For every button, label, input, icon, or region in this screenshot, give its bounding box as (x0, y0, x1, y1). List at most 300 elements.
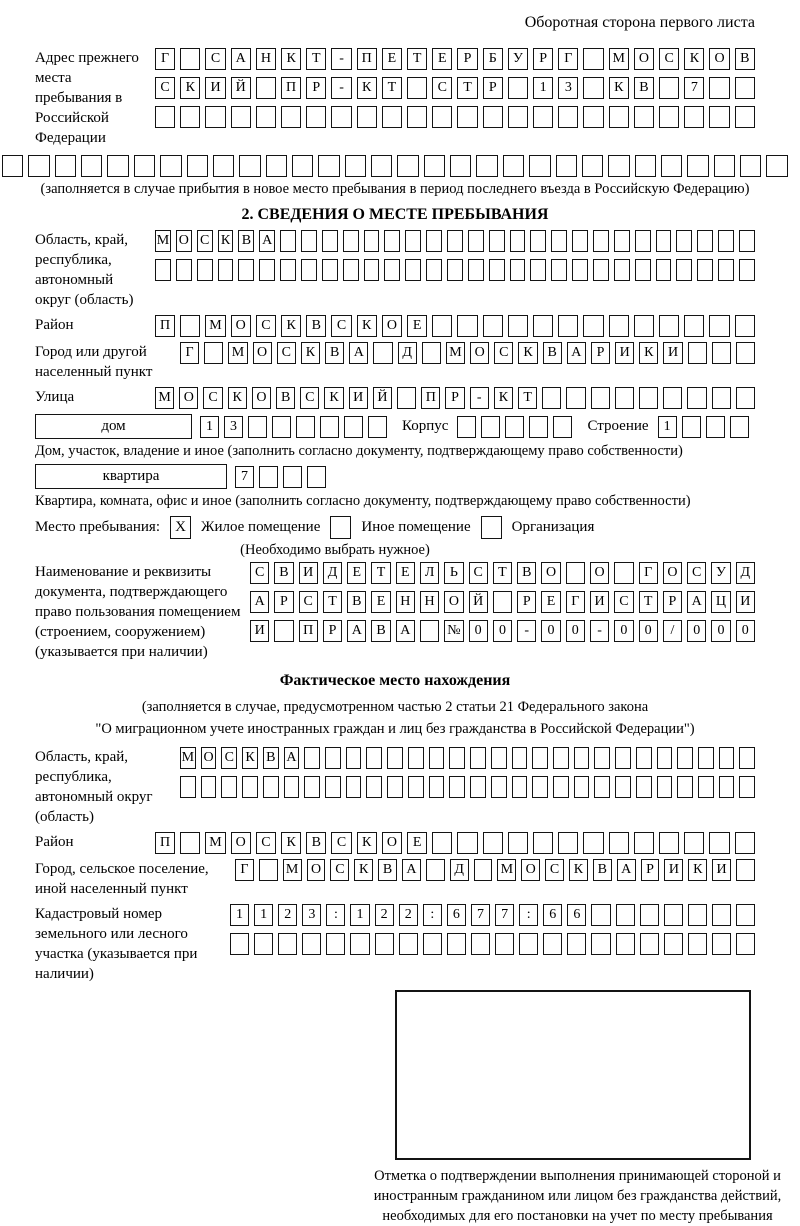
char-box[interactable]: Й (469, 591, 488, 613)
char-box[interactable] (634, 315, 654, 337)
char-box[interactable] (591, 933, 610, 955)
char-box[interactable] (384, 259, 400, 281)
char-box[interactable] (656, 230, 672, 252)
char-box[interactable]: И (712, 859, 731, 881)
char-box[interactable]: А (567, 342, 586, 364)
char-box[interactable] (593, 230, 609, 252)
char-box[interactable] (408, 747, 424, 769)
char-box[interactable]: - (517, 620, 536, 642)
char-box[interactable] (180, 315, 200, 337)
char-box[interactable] (457, 315, 477, 337)
char-box[interactable] (532, 747, 548, 769)
char-box[interactable]: И (615, 342, 634, 364)
char-box[interactable]: Е (407, 315, 427, 337)
char-box[interactable]: К (218, 230, 234, 252)
char-box[interactable] (512, 776, 528, 798)
char-box[interactable] (447, 933, 466, 955)
char-box[interactable] (423, 933, 442, 955)
char-box[interactable]: П (421, 387, 440, 409)
char-box[interactable]: К (494, 387, 513, 409)
char-box[interactable]: С (331, 832, 351, 854)
char-box[interactable] (307, 466, 326, 488)
char-box[interactable] (730, 416, 749, 438)
char-box[interactable]: В (274, 562, 293, 584)
char-box[interactable]: Н (396, 591, 415, 613)
char-box[interactable] (368, 416, 387, 438)
char-box[interactable] (551, 259, 567, 281)
char-box[interactable] (239, 155, 260, 177)
char-box[interactable]: Р (663, 591, 682, 613)
char-box[interactable]: К (281, 315, 301, 337)
char-box[interactable] (719, 747, 735, 769)
char-box[interactable] (278, 933, 297, 955)
char-box[interactable]: А (402, 859, 421, 881)
char-box[interactable]: Р (306, 77, 326, 99)
char-box[interactable] (508, 832, 528, 854)
char-box[interactable] (688, 933, 707, 955)
char-box[interactable] (616, 904, 635, 926)
char-box[interactable] (615, 776, 631, 798)
char-box[interactable]: К (357, 315, 377, 337)
char-box[interactable]: Е (541, 591, 560, 613)
char-box[interactable] (180, 776, 196, 798)
char-box[interactable] (432, 106, 452, 128)
char-box[interactable] (449, 747, 465, 769)
char-box[interactable] (718, 230, 734, 252)
char-box[interactable]: Е (407, 832, 427, 854)
char-box[interactable] (558, 106, 578, 128)
char-box[interactable]: С (299, 591, 318, 613)
char-box[interactable] (449, 776, 465, 798)
char-box[interactable]: Н (420, 591, 439, 613)
char-box[interactable]: 0 (614, 620, 633, 642)
char-box[interactable]: М (205, 315, 225, 337)
char-box[interactable]: О (382, 315, 402, 337)
char-box[interactable] (574, 776, 590, 798)
char-box[interactable]: Р (641, 859, 660, 881)
char-box[interactable]: М (155, 387, 174, 409)
char-box[interactable]: А (231, 48, 251, 70)
char-box[interactable]: К (242, 747, 258, 769)
char-box[interactable] (256, 77, 276, 99)
char-box[interactable] (304, 747, 320, 769)
char-box[interactable] (709, 832, 729, 854)
char-box[interactable]: Г (558, 48, 578, 70)
char-box[interactable]: / (663, 620, 682, 642)
char-box[interactable] (542, 387, 561, 409)
char-box[interactable]: Р (591, 342, 610, 364)
char-box[interactable] (688, 342, 707, 364)
char-box[interactable] (687, 155, 708, 177)
char-box[interactable]: 1 (200, 416, 219, 438)
char-box[interactable]: И (736, 591, 755, 613)
char-box[interactable] (259, 259, 275, 281)
char-box[interactable] (635, 230, 651, 252)
char-box[interactable] (614, 562, 633, 584)
char-box[interactable]: 0 (711, 620, 730, 642)
char-box[interactable]: Ц (711, 591, 730, 613)
char-box[interactable]: И (664, 859, 683, 881)
char-box[interactable] (384, 230, 400, 252)
char-box[interactable] (476, 155, 497, 177)
char-box[interactable] (736, 933, 755, 955)
char-box[interactable] (407, 106, 427, 128)
char-box[interactable] (272, 416, 291, 438)
char-box[interactable]: И (590, 591, 609, 613)
char-box[interactable]: Е (382, 48, 402, 70)
char-box[interactable] (489, 230, 505, 252)
char-box[interactable]: В (347, 591, 366, 613)
char-box[interactable]: О (231, 832, 251, 854)
char-box[interactable] (510, 230, 526, 252)
char-box[interactable]: С (659, 48, 679, 70)
char-box[interactable] (426, 859, 445, 881)
char-box[interactable]: Р (483, 77, 503, 99)
char-box[interactable] (558, 832, 578, 854)
char-box[interactable]: К (684, 48, 704, 70)
char-box[interactable] (718, 259, 734, 281)
char-box[interactable] (543, 933, 562, 955)
char-box[interactable]: И (663, 342, 682, 364)
char-box[interactable] (657, 776, 673, 798)
char-box[interactable]: К (357, 77, 377, 99)
char-box[interactable]: А (617, 859, 636, 881)
char-box[interactable] (326, 933, 345, 955)
char-box[interactable] (636, 747, 652, 769)
char-box[interactable] (659, 315, 679, 337)
char-box[interactable]: М (205, 832, 225, 854)
char-box[interactable] (274, 620, 293, 642)
char-box[interactable]: Т (371, 562, 390, 584)
char-box[interactable] (640, 933, 659, 955)
char-box[interactable]: С (155, 77, 175, 99)
char-box[interactable]: С (494, 342, 513, 364)
char-box[interactable]: 1 (350, 904, 369, 926)
char-box[interactable] (447, 230, 463, 252)
char-box[interactable]: Е (396, 562, 415, 584)
char-box[interactable] (634, 832, 654, 854)
char-box[interactable]: И (250, 620, 269, 642)
char-box[interactable] (614, 230, 630, 252)
char-box[interactable] (583, 832, 603, 854)
char-box[interactable]: Т (457, 77, 477, 99)
char-box[interactable] (508, 77, 528, 99)
char-box[interactable] (661, 155, 682, 177)
char-box[interactable]: Б (483, 48, 503, 70)
char-box[interactable]: - (331, 77, 351, 99)
char-box[interactable]: К (569, 859, 588, 881)
char-box[interactable]: Й (373, 387, 392, 409)
char-box[interactable] (583, 48, 603, 70)
char-box[interactable] (583, 315, 603, 337)
char-box[interactable] (302, 933, 321, 955)
char-box[interactable] (553, 776, 569, 798)
char-box[interactable] (397, 155, 418, 177)
char-box[interactable] (320, 416, 339, 438)
char-box[interactable]: С (256, 315, 276, 337)
char-box[interactable]: К (688, 859, 707, 881)
char-box[interactable] (350, 933, 369, 955)
char-box[interactable]: Н (256, 48, 276, 70)
char-box[interactable] (301, 259, 317, 281)
char-box[interactable]: К (609, 77, 629, 99)
char-box[interactable] (254, 933, 273, 955)
char-box[interactable] (636, 776, 652, 798)
char-box[interactable] (292, 155, 313, 177)
char-box[interactable]: О (307, 859, 326, 881)
char-box[interactable]: К (281, 48, 301, 70)
char-box[interactable]: А (250, 591, 269, 613)
char-box[interactable] (304, 776, 320, 798)
char-box[interactable]: М (497, 859, 516, 881)
char-box[interactable] (364, 259, 380, 281)
char-box[interactable]: О (252, 387, 271, 409)
char-box[interactable]: Р (323, 620, 342, 642)
char-box[interactable]: 0 (736, 620, 755, 642)
char-box[interactable] (204, 342, 223, 364)
char-box[interactable]: И (349, 387, 368, 409)
char-box[interactable]: Е (371, 591, 390, 613)
char-box[interactable] (180, 832, 200, 854)
char-box[interactable] (346, 747, 362, 769)
char-box[interactable] (450, 155, 471, 177)
organization-checkbox[interactable] (481, 516, 502, 539)
char-box[interactable]: О (470, 342, 489, 364)
char-box[interactable] (155, 106, 175, 128)
char-box[interactable] (187, 155, 208, 177)
char-box[interactable]: С (469, 562, 488, 584)
char-box[interactable]: В (735, 48, 755, 70)
char-box[interactable] (387, 747, 403, 769)
char-box[interactable]: Е (432, 48, 452, 70)
char-box[interactable] (205, 106, 225, 128)
char-box[interactable] (719, 776, 735, 798)
char-box[interactable] (709, 106, 729, 128)
char-box[interactable] (739, 776, 755, 798)
char-box[interactable]: С (256, 832, 276, 854)
char-box[interactable] (491, 747, 507, 769)
char-box[interactable] (616, 933, 635, 955)
char-box[interactable]: Р (274, 591, 293, 613)
char-box[interactable] (266, 155, 287, 177)
char-box[interactable] (512, 747, 528, 769)
char-box[interactable]: К (281, 832, 301, 854)
char-box[interactable]: К (180, 77, 200, 99)
other-premises-checkbox[interactable] (330, 516, 351, 539)
char-box[interactable]: Т (306, 48, 326, 70)
char-box[interactable] (283, 466, 302, 488)
char-box[interactable] (566, 387, 585, 409)
char-box[interactable]: П (357, 48, 377, 70)
char-box[interactable] (640, 904, 659, 926)
char-box[interactable] (318, 155, 339, 177)
char-box[interactable]: В (593, 859, 612, 881)
char-box[interactable] (682, 416, 701, 438)
char-box[interactable] (470, 776, 486, 798)
char-box[interactable]: 0 (469, 620, 488, 642)
char-box[interactable] (345, 155, 366, 177)
char-box[interactable]: Е (347, 562, 366, 584)
char-box[interactable] (483, 832, 503, 854)
char-box[interactable] (615, 387, 634, 409)
char-box[interactable]: С (197, 230, 213, 252)
char-box[interactable] (505, 416, 524, 438)
char-box[interactable] (346, 776, 362, 798)
char-box[interactable] (684, 315, 704, 337)
char-box[interactable] (712, 904, 731, 926)
char-box[interactable]: : (326, 904, 345, 926)
char-box[interactable]: 1 (230, 904, 249, 926)
char-box[interactable] (736, 387, 755, 409)
char-box[interactable] (134, 155, 155, 177)
char-box[interactable]: О (709, 48, 729, 70)
char-box[interactable]: Т (407, 48, 427, 70)
char-box[interactable] (739, 230, 755, 252)
char-box[interactable]: С (330, 859, 349, 881)
char-box[interactable]: 3 (558, 77, 578, 99)
char-box[interactable]: - (590, 620, 609, 642)
char-box[interactable] (408, 776, 424, 798)
char-box[interactable]: К (228, 387, 247, 409)
char-box[interactable] (474, 859, 493, 881)
char-box[interactable]: Т (323, 591, 342, 613)
char-box[interactable] (256, 106, 276, 128)
char-box[interactable] (218, 259, 234, 281)
char-box[interactable]: Й (231, 77, 251, 99)
char-box[interactable] (364, 230, 380, 252)
char-box[interactable]: О (179, 387, 198, 409)
char-box[interactable] (491, 776, 507, 798)
char-box[interactable] (677, 747, 693, 769)
char-box[interactable] (553, 747, 569, 769)
char-box[interactable] (530, 259, 546, 281)
char-box[interactable] (230, 933, 249, 955)
char-box[interactable] (284, 776, 300, 798)
char-box[interactable]: Г (235, 859, 254, 881)
char-box[interactable]: П (155, 315, 175, 337)
char-box[interactable] (688, 904, 707, 926)
char-box[interactable]: Д (323, 562, 342, 584)
char-box[interactable]: В (517, 562, 536, 584)
char-box[interactable] (301, 230, 317, 252)
char-box[interactable] (530, 230, 546, 252)
char-box[interactable]: А (347, 620, 366, 642)
char-box[interactable] (107, 155, 128, 177)
char-box[interactable] (594, 747, 610, 769)
char-box[interactable]: В (263, 747, 279, 769)
char-box[interactable] (735, 77, 755, 99)
char-box[interactable] (739, 747, 755, 769)
char-box[interactable] (248, 416, 267, 438)
char-box[interactable]: В (306, 832, 326, 854)
char-box[interactable] (405, 230, 421, 252)
char-box[interactable]: 7 (471, 904, 490, 926)
char-box[interactable] (687, 387, 706, 409)
char-box[interactable] (567, 933, 586, 955)
char-box[interactable] (556, 155, 577, 177)
char-box[interactable] (322, 259, 338, 281)
char-box[interactable]: С (250, 562, 269, 584)
char-box[interactable]: С (221, 747, 237, 769)
char-box[interactable] (28, 155, 49, 177)
char-box[interactable]: К (518, 342, 537, 364)
char-box[interactable]: 2 (278, 904, 297, 926)
char-box[interactable] (664, 933, 683, 955)
char-box[interactable]: М (155, 230, 171, 252)
char-box[interactable]: - (470, 387, 489, 409)
char-box[interactable]: В (634, 77, 654, 99)
char-box[interactable] (615, 747, 631, 769)
char-box[interactable] (519, 933, 538, 955)
char-box[interactable]: П (299, 620, 318, 642)
char-box[interactable] (221, 776, 237, 798)
char-box[interactable]: О (176, 230, 192, 252)
char-box[interactable]: К (354, 859, 373, 881)
char-box[interactable]: С (687, 562, 706, 584)
char-box[interactable] (405, 259, 421, 281)
char-box[interactable]: О (444, 591, 463, 613)
char-box[interactable]: О (663, 562, 682, 584)
char-box[interactable] (197, 259, 213, 281)
char-box[interactable]: В (325, 342, 344, 364)
char-box[interactable] (676, 230, 692, 252)
char-box[interactable]: Г (180, 342, 199, 364)
char-box[interactable]: 7 (495, 904, 514, 926)
char-box[interactable] (296, 416, 315, 438)
char-box[interactable]: А (349, 342, 368, 364)
char-box[interactable] (697, 259, 713, 281)
char-box[interactable]: В (276, 387, 295, 409)
char-box[interactable]: В (371, 620, 390, 642)
char-box[interactable] (591, 387, 610, 409)
char-box[interactable] (529, 155, 550, 177)
residential-checkbox[interactable]: X (170, 516, 191, 539)
char-box[interactable]: Д (398, 342, 417, 364)
char-box[interactable] (55, 155, 76, 177)
char-box[interactable]: Ь (444, 562, 463, 584)
char-box[interactable] (503, 155, 524, 177)
char-box[interactable]: 6 (447, 904, 466, 926)
char-box[interactable] (609, 315, 629, 337)
char-box[interactable] (2, 155, 23, 177)
char-box[interactable] (740, 155, 761, 177)
char-box[interactable]: А (396, 620, 415, 642)
char-box[interactable] (735, 315, 755, 337)
char-box[interactable] (508, 315, 528, 337)
char-box[interactable] (574, 747, 590, 769)
char-box[interactable] (176, 259, 192, 281)
char-box[interactable]: 7 (235, 466, 254, 488)
char-box[interactable] (259, 466, 278, 488)
char-box[interactable] (634, 106, 654, 128)
char-box[interactable] (635, 155, 656, 177)
char-box[interactable] (325, 747, 341, 769)
char-box[interactable] (656, 259, 672, 281)
char-box[interactable] (558, 315, 578, 337)
char-box[interactable]: С (300, 387, 319, 409)
char-box[interactable] (766, 155, 787, 177)
char-box[interactable]: К (357, 832, 377, 854)
char-box[interactable]: К (639, 342, 658, 364)
char-box[interactable] (594, 776, 610, 798)
char-box[interactable] (180, 106, 200, 128)
char-box[interactable]: С (205, 48, 225, 70)
char-box[interactable] (510, 259, 526, 281)
char-box[interactable] (201, 776, 217, 798)
char-box[interactable]: 1 (254, 904, 273, 926)
char-box[interactable] (483, 106, 503, 128)
char-box[interactable] (429, 776, 445, 798)
